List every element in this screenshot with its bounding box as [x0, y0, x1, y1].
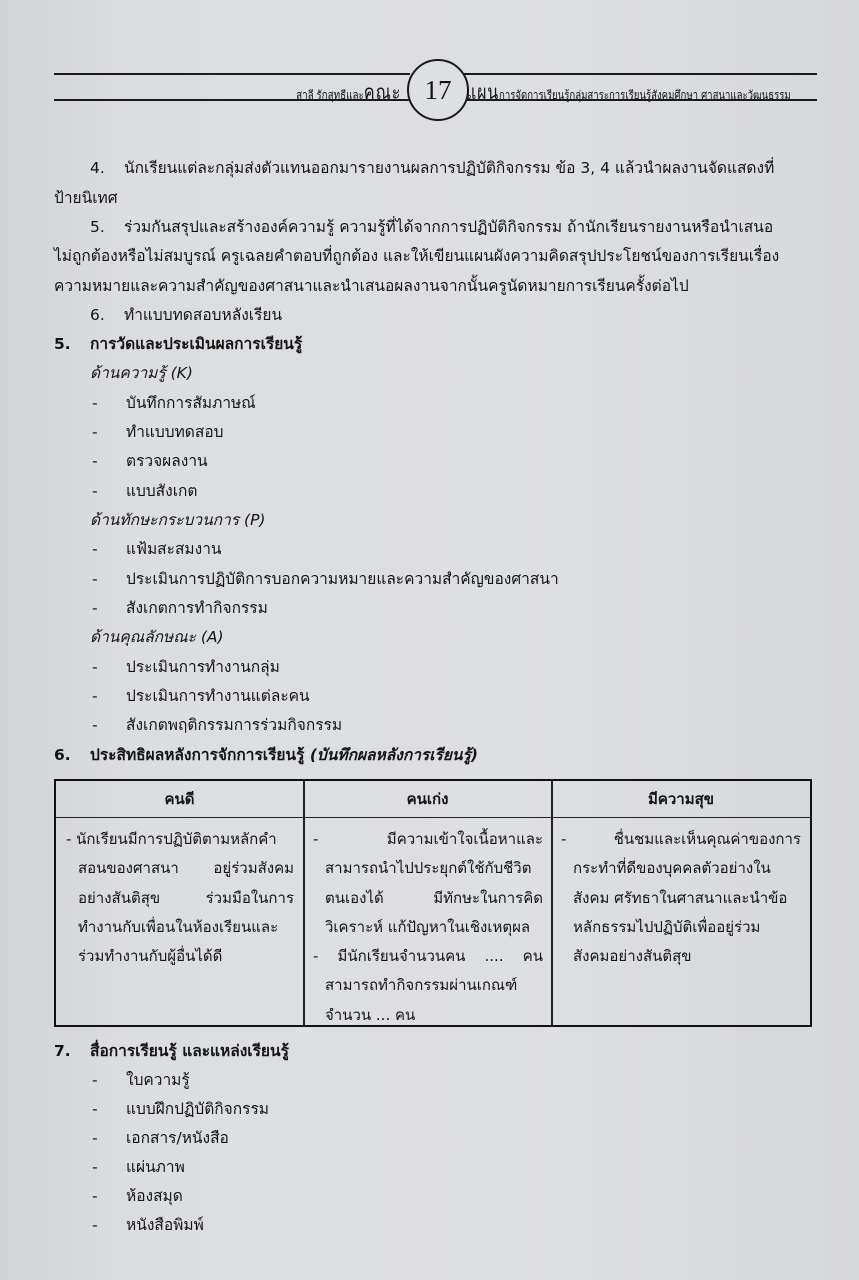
column-header-happy-person: มีความสุข [647, 790, 715, 808]
header-book-title: แผนการจัดการเรียนรู้กลุ่มสาระการเรียนรู้สังคมศึกษา ศาสนาและวัฒนธรรม [466, 80, 791, 104]
header-authors: สาลี รักสุทธีและคณะ [295, 82, 401, 104]
step-4-line-2: ป้ายนิเทศ [54, 189, 118, 207]
header-rule-top-left [54, 73, 410, 75]
outcome-table [54, 779, 812, 1027]
column-divider [303, 781, 305, 1025]
step-5-line-3: ความหมายและความสำคัญของศาสนาและนำเสนอผลงานจากนั้นครูนัดหมายการเรียนครั้งต่อไป [54, 277, 689, 295]
section-7-heading: 7. สื่อการเรียนรู้ และแหล่งเรียนรู้ [54, 1042, 289, 1060]
page-number: 17 [424, 74, 452, 105]
column-header-smart-person: คนเก่ง [406, 790, 449, 808]
book-page: 17 สาลี รักสุทธีและคณะ แผนการจัดการเรียนรู้กลุ่มสาระการเรียนรู้สังคมศึกษา ศาสนาและวัฒนธรรม 4. นักเรียนแต่ละกลุ่มส่งตัวแทนออกมารายงานผลการปฏิบัติกิจกรรม ข้อ 3, 4 แล้วนำผลงานจัดแสดงที่ ป้ายนิเทศ 5. ร่วมกันสรุปและสร้างองค์ความรู้ ความรู้ที่ได้จากการปฏิบัติกิจกรรม ถ้านักเรียนรายงานหรือนำเสนอ ไม่ถูกต้องหรือไม่สมบูรณ์ ครูเฉลยคำตอบที่ถูกต้อง และให้เขียนแผนผังความคิดสรุปประโยชน์ของการเรียนเรื่อง ความหมายและความสำคัญของศาสนาและนำเสนอผลงานจากนั้นครูนัดหมายการเรียนครั้งต่อไป 6. ทำแบบทดสอบหลังเรียน 5. การวัดและประเมินผลการเรียนรู้ ด้านความรู้ (K) - บันทึกการสัมภาษณ์ - ทำแบบทดสอบ - ตรวจผลงาน - แบบสังเกต ด้านทักษะกระบวนการ (P) - แฟ้มสะสมงาน - ประเมินการปฏิบัติการบอกความหมายและความสำคัญของศาสนา - สังเกตการทำกิจกรรม ด้านคุณลักษณะ (A) - ประเมินการทำงานกลุ่ม - ประเมินการทำงานแต่ละคน - สังเกตพฤติกรรมการร่วมกิจกรรม 6. ประสิทธิผลหลังการจักการเรียนรู้ (บันทึกผลหลังการเรียนรู้) คนดี คนเก่ง มีความสุข - นักเรียนมีการปฏิบัติตามหลักคำ สอนของศาสนา อยู่ร่วมสังคม อย่างสันติสุข ร่วมมือในการ ทำงานกับเพื่อนในห้องเรียนและ ร่วมทำงานกับผู้อื่นได้ดี - มีความเข้าใจเนื้อหาและ สามารถนำไปประยุกต์ใช้กับชีวิต ตนเองได้ มีทักษะในการคิด วิเคราะห์ แก้ปัญหาในเชิงเหตุผล - มีนักเรียนจำนวนคน .... คน สามารถทำกิจกรรมผ่านเกณฑ์ จำนวน ... คน - ชื่นชมและเห็นคุณค่าของการ กระทำที่ดีของบุคคลตัวอย่างใน สังคม ศรัทธาในศาสนาและนำข้อ หลักธรรมไปปฏิบัติเพื่ออยู่ร่วม สังคมอย่างสันติสุข 7. สื่อการเรียนรู้ และแหล่งเรียนรู้ - ใบความรู้ - แบบฝึกปฏิบัติกิจกรรม - เอกสาร/หนังสือ - แผ่นภาพ - ห้องสมุด - หนังสือพิมพ์ [0, 0, 859, 1280]
step-6-line-1: 6. ทำแบบทดสอบหลังเรียน [90, 306, 283, 324]
section-5-heading: 5. การวัดและประเมินผลการเรียนรู้ [54, 335, 303, 353]
section-6-subtitle: (บันทึกผลหลังการเรียนรู้) [309, 746, 478, 764]
table-cell-smart-person: - มีความเข้าใจเนื้อหาและ สามารถนำไปประยุกต์ใช้กับชีวิต ตนเองได้ มีทักษะในการคิด วิเคราะห์ แก้ปัญหาในเชิงเหตุผล - มีนักเรียนจำนวนคน .... คน สามารถทำกิจกรรมผ่านเกณฑ์ จำนวน ... คน [313, 830, 543, 1024]
column-header-good-person: คนดี [164, 790, 195, 808]
table-cell-good-person: - นักเรียนมีการปฏิบัติตามหลักคำ สอนของศาสนา อยู่ร่วมสังคม อย่างสันติสุข ร่วมมือในการ ทำงานกับเพื่อนในห้องเรียนและ ร่วมทำงานกับผู้อื่นได้ดี [66, 830, 294, 966]
group-attributes-label: ด้านคุณลักษณะ (A) [90, 628, 224, 646]
column-divider [551, 781, 553, 1025]
table-cell-happy-person: - ชื่นชมและเห็นคุณค่าของการ กระทำที่ดีของบุคคลตัวอย่างใน สังคม ศรัทธาในศาสนาและนำข้อ หลักธรรมไปปฏิบัติเพื่ออยู่ร่วม สังคมอย่างสันติสุข [561, 830, 801, 966]
step-5-line-2: ไม่ถูกต้องหรือไม่สมบูรณ์ ครูเฉลยคำตอบที่ถูกต้อง และให้เขียนแผนผังความคิดสรุปประโยชน์ของการเรียนเรื่อง [54, 247, 780, 265]
page-number-badge [407, 59, 469, 121]
step-5-line-1: 5. ร่วมกันสรุปและสร้างองค์ความรู้ ความรู้ที่ได้จากการปฏิบัติกิจกรรม ถ้านักเรียนรายงานหรือนำเสนอ [90, 218, 774, 236]
group-knowledge-label: ด้านความรู้ (K) [90, 364, 193, 382]
step-4-line-1: 4. นักเรียนแต่ละกลุ่มส่งตัวแทนออกมารายงานผลการปฏิบัติกิจกรรม ข้อ 3, 4 แล้วนำผลงานจัดแสดงที่ [90, 159, 775, 177]
header-rule-top-right [462, 73, 817, 75]
group-process-skills-label: ด้านทักษะกระบวนการ (P) [90, 511, 266, 529]
section-6-heading: 6. ประสิทธิผลหลังการจักการเรียนรู้ (บันทึกผลหลังการเรียนรู้) [54, 746, 478, 764]
